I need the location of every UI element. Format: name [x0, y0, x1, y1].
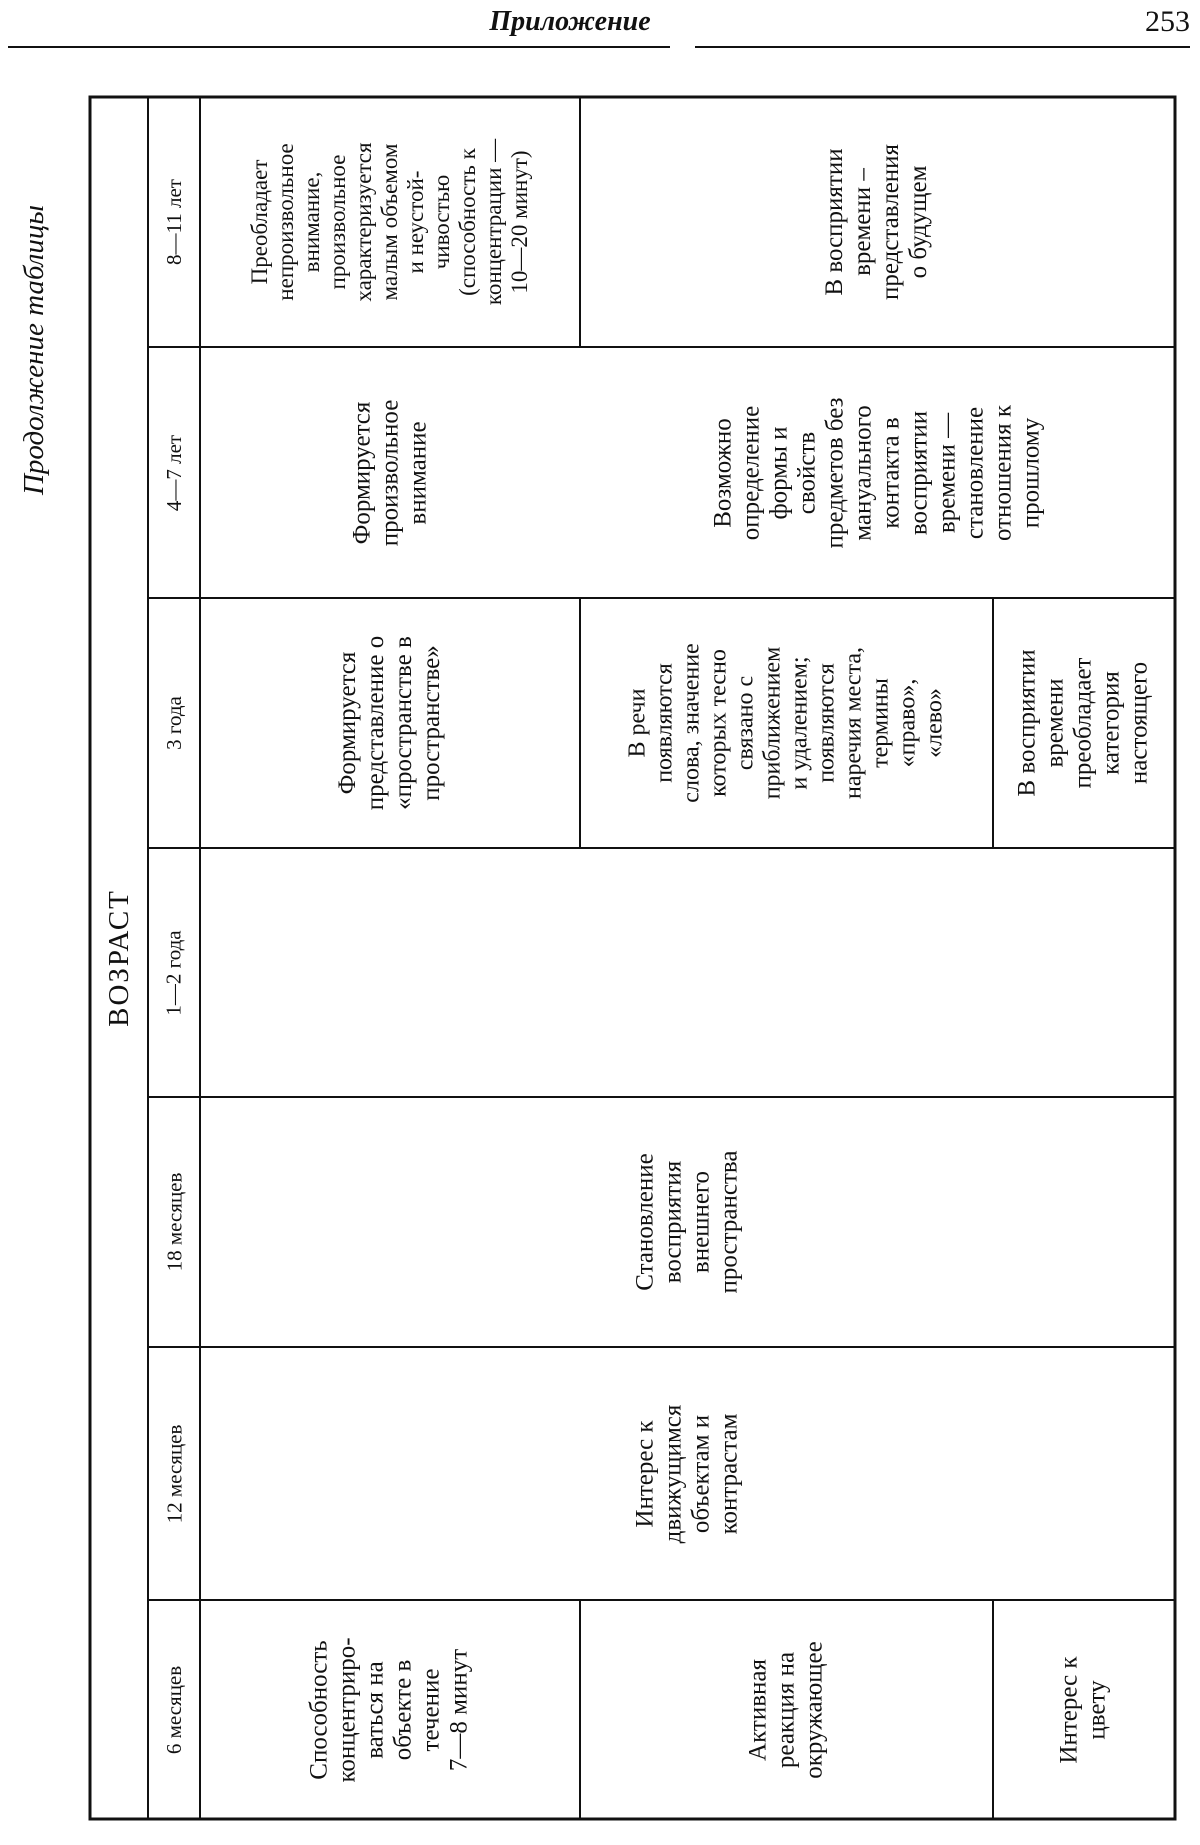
page-number: 253 [1145, 5, 1190, 38]
cell-3-years-speech-words [580, 598, 993, 848]
cell-text: В речи появляются слова, значение которых тесно связано с приближением и удалением; появляются наречия места, термины «право», «лево» [624, 643, 948, 803]
column-header-6-months [148, 1600, 200, 1819]
cell-3-years-present-time [993, 598, 1175, 848]
cell-text: Способность концентриро- ваться на объекте в течение 7—8 минут [305, 1636, 473, 1783]
column-header-4-7-years [148, 347, 200, 598]
cell-text: В восприятии времени преобладает категория настоящего [1014, 649, 1153, 797]
running-header-title: Приложение [489, 6, 651, 37]
column-header-1-2-years [148, 848, 200, 1097]
cell-6-months-active-reaction [580, 1600, 993, 1819]
column-header-label: 12 месяцев [162, 1424, 186, 1523]
cell-text: Преобладает непроизвольное внимание, произвольное характеризуется малым объемом и неустой- чивостью (способность к концентрации — 10—20 минут) [246, 138, 532, 306]
column-header-label: 1—2 года [162, 929, 186, 1016]
column-header-label: 8—11 лет [162, 179, 187, 265]
cell-3-years-space-perception [200, 598, 580, 848]
continued-table-caption: Продолжение таблицы [18, 204, 50, 496]
cell-12-months-moving-objects [200, 1347, 1175, 1600]
cell-18-months-external-space [200, 1097, 1175, 1347]
cell-text: Интерес к движущимся объектам и контрастам [631, 1404, 743, 1543]
age-group-label: ВОЗРАСТ [103, 889, 136, 1027]
cell-text: Формируется представление о «пространстве в пространстве» [333, 635, 445, 811]
cell-8-11-years-attention [200, 97, 580, 347]
column-header-label: 18 месяцев [162, 1172, 186, 1272]
cell-text: В восприятии времени – представления о будущем [821, 143, 933, 301]
column-header-label: 4—7 лет [162, 434, 187, 511]
cell-4-7-years-voluntary-attention [200, 347, 580, 598]
cell-6-months-concentration [200, 1600, 580, 1819]
cell-text: Становление восприятия внешнего пространства [631, 1150, 743, 1294]
cell-6-months-color-interest [993, 1600, 1175, 1819]
cell-text: Интерес к цвету [1055, 1655, 1111, 1764]
cell-4-7-years-shape-definition [580, 347, 1175, 598]
cell-text: Формируется произвольное внимание [347, 399, 431, 546]
cell-text: Возможно определение формы и свойств предметов без мануального контакта в восприятии времени — становление отношения к прошлому [709, 396, 1045, 549]
column-header-12-months [148, 1347, 200, 1600]
column-header-3-years [148, 598, 200, 848]
column-header-8-11-years [148, 97, 200, 347]
column-header-18-months [148, 1097, 200, 1347]
cell-text: Активная реакция на окружающее [744, 1640, 828, 1779]
cell-8-11-years-future-time [580, 97, 1175, 347]
column-header-label: 6 месяцев [162, 1665, 186, 1754]
column-header-label: 3 года [162, 696, 186, 750]
age-group-header [90, 97, 148, 1819]
